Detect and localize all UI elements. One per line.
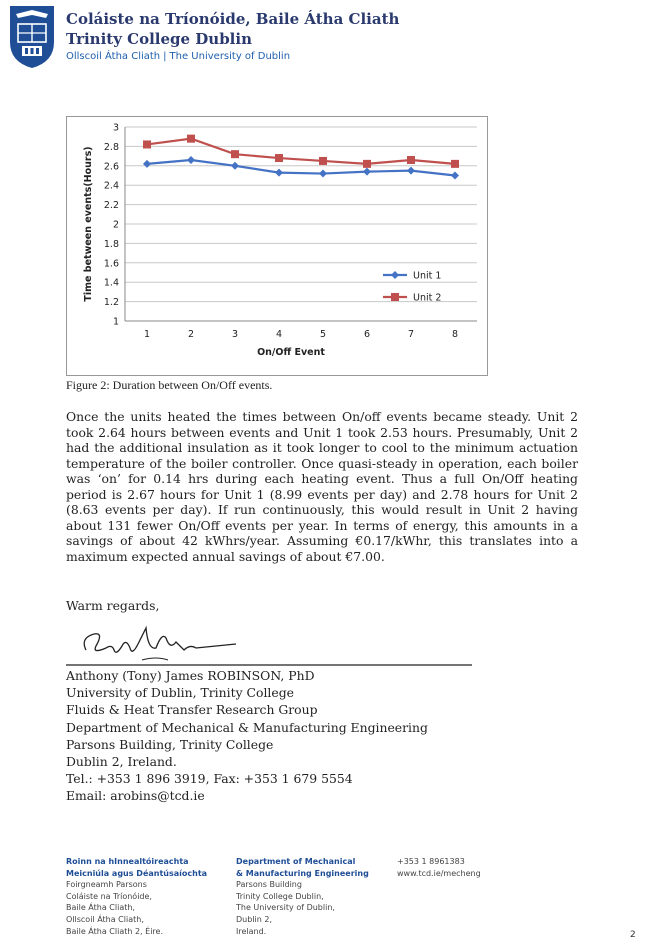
y-tick-label: 2 [112, 219, 119, 231]
letterhead [8, 4, 608, 74]
data-point [319, 170, 327, 178]
y-tick-label: 1.2 [103, 297, 119, 309]
chart-svg [67, 117, 487, 375]
handwritten-signature [66, 620, 476, 668]
y-tick-label: 1.6 [103, 258, 119, 270]
x-tick-label: 5 [319, 329, 327, 340]
x-tick-label: 1 [143, 329, 151, 340]
institution-name-irish: Coláiste na Tríonóide, Baile Átha Cliath [66, 10, 400, 28]
footer-english-address [236, 856, 369, 937]
y-tick-label: 2.4 [103, 180, 119, 192]
data-point [275, 169, 283, 177]
footer-english-line: Parsons Building [236, 880, 302, 890]
signatory-university: University of Dublin, Trinity College [66, 685, 294, 701]
footer-irish-line: Foirgneamh Parsons [66, 880, 147, 890]
duration-chart [66, 116, 488, 376]
subtitle-english: The University of Dublin [169, 51, 291, 62]
footer-english-line: Dublin 2, [236, 914, 272, 924]
y-axis-title: Time between events(Hours) [83, 146, 94, 302]
footer-english-title-1: Department of Mechanical [236, 857, 356, 866]
signatory-group: Fluids & Heat Transfer Research Group [66, 702, 318, 718]
body-paragraph: Once the units heated the times between On/off events became steady. Unit 2 took 2.64 hours between events and Unit 1 took 2.53 hours. Presumably, Unit 2 had the additional insulation as it took longer to cool to the minimum actuation temperature of the boiler controller. Once quasi-steady in operation, each boiler was ‘on’ for 0.14 hrs during each heating event. Thus a full On/Off heating period is 2.67 hours for Unit 1 (8.99 events per day) and 2.78 hours for Unit 2 (8.63 events per day). If run continuously, this would result in Unit 2 having about 131 fewer On/Off events per year. In terms of energy, this amounts in a savings of about 42 kWhrs/year. Assuming €0.17/kWhr, this translates into a maximum expected annual savings of about €7.00. [66, 409, 578, 564]
footer-irish-address [66, 856, 207, 937]
footer-irish-line: Baile Átha Cliath 2, Éire. [66, 926, 163, 936]
footer-english-line: Trinity College Dublin, [236, 891, 324, 901]
data-point [451, 160, 459, 168]
signatory-department: Department of Mechanical & Manufacturing Engineering [66, 719, 428, 735]
data-point [231, 150, 239, 158]
footer-phone: +353 1 8961383 [397, 857, 465, 866]
data-point [275, 154, 283, 162]
data-point [407, 167, 415, 175]
signatory-phone-fax: Tel.: +353 1 896 3919, Fax: +353 1 679 5554 [66, 771, 353, 787]
footer-english-line: Ireland. [236, 926, 267, 936]
signatory-building: Parsons Building, Trinity College [66, 736, 274, 752]
institution-subtitle [66, 51, 290, 62]
closing-salutation: Warm regards, [66, 598, 160, 613]
x-tick-label: 2 [187, 329, 195, 340]
footer-irish-line: Ollscoil Átha Cliath, [66, 914, 144, 924]
data-point [187, 135, 195, 143]
figure-caption: Figure 2: Duration between On/Off events. [66, 378, 273, 392]
x-axis-title: On/Off Event [257, 347, 325, 358]
footer-contact [397, 856, 481, 879]
footer-english-line: The University of Dublin, [236, 903, 335, 913]
y-tick-label: 2.8 [103, 141, 119, 153]
footer-irish-line: Coláiste na Tríonóide, [66, 891, 152, 901]
footer-irish-title-1: Roinn na hInnealtóireachta [66, 857, 189, 866]
x-tick-label: 4 [275, 329, 283, 340]
y-tick-label: 1.8 [103, 238, 119, 250]
institution-name-english: Trinity College Dublin [66, 30, 252, 48]
data-point [451, 172, 459, 180]
data-point [143, 160, 151, 168]
legend-label: Unit 2 [413, 292, 442, 304]
footer-website-link[interactable]: www.tcd.ie/mecheng [397, 868, 481, 878]
legend-marker [391, 271, 399, 279]
data-point [407, 156, 415, 164]
data-point [187, 156, 195, 164]
legend-marker [391, 293, 399, 301]
signatory-email: Email: arobins@tcd.ie [66, 788, 205, 804]
data-point [143, 140, 151, 148]
x-tick-label: 3 [231, 329, 239, 340]
footer-english-title-2: & Manufacturing Engineering [236, 868, 369, 878]
subtitle-separator: | [163, 51, 167, 62]
y-tick-label: 1.4 [103, 277, 119, 289]
signatory-city: Dublin 2, Ireland. [66, 754, 177, 770]
y-tick-label: 2.6 [103, 161, 119, 173]
data-point [363, 160, 371, 168]
x-tick-label: 8 [451, 329, 459, 340]
subtitle-irish: Ollscoil Átha Cliath [66, 51, 161, 62]
data-point [319, 157, 327, 165]
tcd-crest-logo [8, 4, 56, 70]
y-tick-label: 2.2 [103, 200, 119, 212]
data-point [231, 162, 239, 170]
signatory-name: Anthony (Tony) James ROBINSON, PhD [66, 668, 315, 683]
y-tick-label: 3 [112, 122, 119, 134]
footer-irish-title-2: Meicniúla agus Déantúsaíochta [66, 868, 208, 878]
page-number: 2 [630, 930, 636, 940]
signature-block [66, 667, 428, 805]
data-point [363, 168, 371, 176]
x-tick-label: 7 [407, 329, 415, 340]
legend-label: Unit 1 [413, 270, 442, 282]
footer-irish-line: Baile Átha Cliath, [66, 903, 135, 913]
y-tick-label: 1 [112, 316, 119, 328]
x-tick-label: 6 [363, 329, 371, 340]
